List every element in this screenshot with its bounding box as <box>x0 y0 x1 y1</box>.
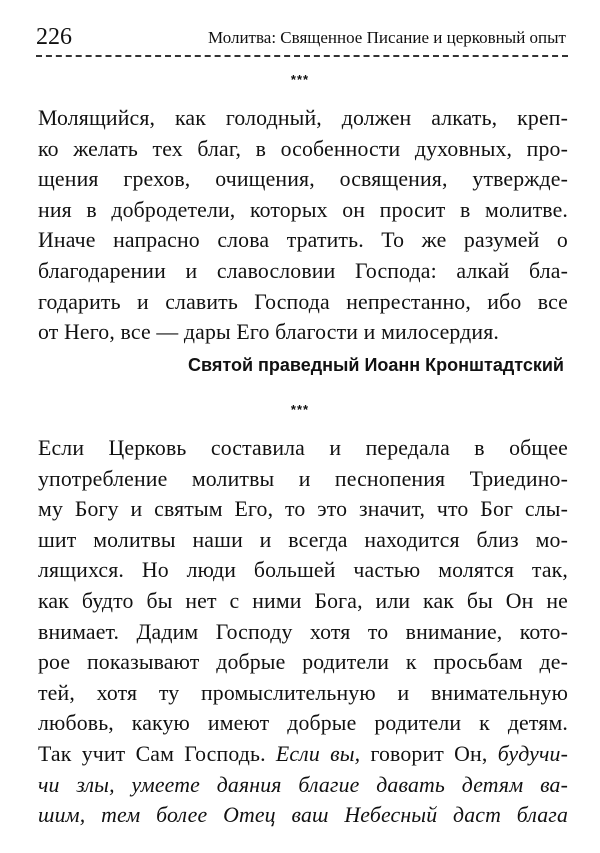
plain-text: говорит Он, <box>360 741 498 766</box>
text-line: ко желать тех благ, в особенности духовных, про- <box>38 136 568 161</box>
text-line: му Богу и святым Его, то это значит, что Бог слы- <box>38 497 568 522</box>
section-separator-1: *** <box>290 72 310 87</box>
text-line: Иначе напрасно слова тратить. То же разумей о <box>38 228 568 253</box>
prayer-paragraph-1 <box>38 103 568 348</box>
text-line: Если Церковь составила и передала в общее <box>38 436 568 460</box>
mixed-text-line <box>38 739 568 770</box>
text-line: как будто бы нет с ними Бога, или как бы Он не <box>38 588 568 613</box>
section-separator-2: *** <box>290 402 310 417</box>
text-line: лящихся. Но люди большей частью молятся так, <box>38 558 568 583</box>
page-number: 226 <box>36 24 72 50</box>
page-header <box>36 22 566 52</box>
italic-quote-text: Если вы, <box>275 741 361 766</box>
text-line: Молящийся, как голодный, должен алкать, креп- <box>38 106 568 130</box>
hyphen: - <box>560 741 569 766</box>
italic-quote-text: будучи <box>497 741 561 766</box>
text-line: любовь, какую имеют добрые родители к детям. <box>38 711 568 736</box>
text-line: годарить и славить Господа непрестанно, ибо все <box>38 289 568 314</box>
text-line: щения грехов, очищения, освящения, утвержде- <box>38 167 568 192</box>
text-line: благодарении и славословии Господа: алкай бла- <box>38 258 568 283</box>
text-line: ния в добродетели, которых он просит в молитве. <box>38 197 568 222</box>
text-line: внимает. Дадим Господу хотя то внимание, кото- <box>38 619 568 644</box>
text-line: рое показывают добрые родители к просьбам де- <box>38 650 568 675</box>
plain-text: Так учит Сам Господь. <box>38 741 276 766</box>
text-line: тей, хотя ту промыслительную и внимательную <box>38 680 568 705</box>
quote-attribution: Святой праведный Иоанн Кронштадтский <box>188 355 564 375</box>
italic-text-line: чи злы, умеете даяния благие давать детям ва- <box>38 772 568 797</box>
header-rule <box>36 55 568 57</box>
running-title: Молитва: Священное Писание и церковный опыт <box>208 28 566 47</box>
italic-text-line: шим, тем более Отец ваш Небесный даст блага <box>38 803 568 828</box>
text-line: шит молитвы наши и всегда находится близ мо- <box>38 527 568 552</box>
prayer-paragraph-2 <box>38 433 568 831</box>
text-line: употребление молитвы и песнопения Триедино- <box>38 466 568 491</box>
text-line: от Него, все — дары Его благости и милосердия. <box>38 320 499 345</box>
